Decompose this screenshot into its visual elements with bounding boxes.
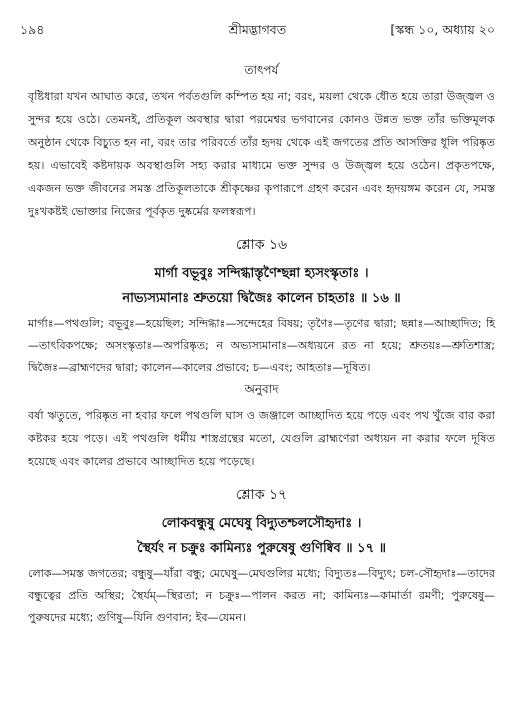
verse-17-line-1: লোকবন্ধুষু মেঘেষু বিদ্যুতশ্চলসৌহৃদাঃ । <box>161 516 362 531</box>
page-header <box>20 22 495 44</box>
verse-16-line-2: নাভ্যস্যমানাঃ শ্রুতয়ো দ্বিজৈঃ কালেন চাহতাঃ ॥ ১৬ ॥ <box>122 291 401 306</box>
purport-heading: তাৎপর্য <box>244 63 279 77</box>
chapter-reference: [স্কন্ধ ১০, অধ্যায় ২০ <box>390 22 495 37</box>
page-number: ১৯৪ <box>20 22 45 37</box>
verse-16-line-1: মার্গা বভূবুঃ সন্দিগ্ধাস্তৃণৈশ্ছন্না হ্যসংস্কৃতাঃ । <box>154 266 369 281</box>
translation-heading: অনুবাদ <box>244 382 279 396</box>
verse-16-number: শ্লোক ১৬ <box>235 237 288 253</box>
book-title: শ্রীমদ্ভাগবত <box>228 22 287 37</box>
page-content <box>28 62 495 629</box>
verse-16-translation: বর্ষা ঋতুতে, পরিষ্কৃত না হবার ফলে পথগুলি ঘাস ও জঞ্জালে আচ্ছাদিত হয়ে পড়ে এবং পথ খুঁজে বার করা কষ্টকর হয়ে পড়ে। এই পথগুলি ধর্মীয় শাস্ত্রগ্রন্থের মতো, যেগুলি ব্রাহ্মণেরা অধ্যয়ন না করার ফলে দূষিত হয়েছে এবং কালের প্রভাবে আচ্ছাদিত হয়ে পড়েছে। <box>28 409 495 468</box>
verse-17-synonyms: লোক—সমস্ত জগতের; বন্ধুষু—যাঁরা বন্ধু; মেঘেষু—মেঘগুলির মধ্যে; বিদ্যুতঃ—বিদ্যুৎ; চল-সৌহৃদাঃ—তাদের বন্ধুত্বের প্রতি অস্থির; স্থৈর্যম্—স্থিরতা; ন চক্রুঃ—পালন করত না; কামিন্যঃ—কামার্তা রমণী; পুরুষেষু—পুরুষদের মধ্যে; গুণিষু—যিনি গুণবান; ইব—যেমন। <box>28 567 495 624</box>
purport-text: বৃষ্টিধারা যখন আঘাত করে, তখন পর্বতগুলি কম্পিত হয় না; বরং, ময়লা থেকে ধৌত হয়ে তারা উজ্জ্বল ও সুন্দর হয়ে ওঠে। তেমনই, প্রতিকূল অবস্থার দ্বারা পরমেশ্বর ভগবানের কোনও উন্নত ভক্ত তাঁর ভক্তিমূলক অনুষ্ঠান থেকে বিচ্যুত হন না, বরং তার পরিবর্তে তাঁর হৃদয় থেকে এই জগতের প্রতি আসক্তির ধূলি পরিষ্কৃত হয়। এভাবেই কষ্টদায়ক অবস্থাগুলি সহ্য করার মাধ্যমে ভক্ত সুন্দর ও উজ্জ্বল হয়ে ওঠেন। প্রকৃতপক্ষে, একজন ভক্ত জীবনের সমস্ত প্রতিকূলতাকে শ্রীকৃষ্ণের কৃপারূপে গ্রহণ করেন এবং হৃদয়ঙ্গম করেন যে, সমস্ত দুঃখকষ্টই ভোক্তার নিজের পূর্বকৃত দুষ্কর্মের ফলস্বরূপ। <box>28 90 495 218</box>
verse-17-line-2: স্থৈর্যং ন চক্রুঃ কামিন্যঃ পুরুষেষু গুণিষ্বিব ॥ ১৭ ॥ <box>137 541 386 556</box>
verse-17-number: শ্লোক ১৭ <box>235 487 288 503</box>
verse-16-synonyms: মার্গাঃ—পথগুলি; বভূবুঃ—হয়েছিল; সন্দিগ্ধাঃ—সন্দেহের বিষয়; তৃণৈঃ—তৃণের দ্বারা; ছন্নাঃ—আচ্ছাদিত; হি—তাৎবিকপক্ষে; অসংস্কৃতাঃ—অপরিষ্কৃত; ন অভ্যস্যমানাঃ—অধ্যয়নে রত না হয়ে; শ্রুতয়ঃ—শ্রুতিশাস্ত্র; দ্বিজৈঃ—ব্রাহ্মণদের দ্বারা; কালেন—কালের প্রভাবে; চ—এবং; আহতাঃ—দূষিত। <box>28 317 495 374</box>
